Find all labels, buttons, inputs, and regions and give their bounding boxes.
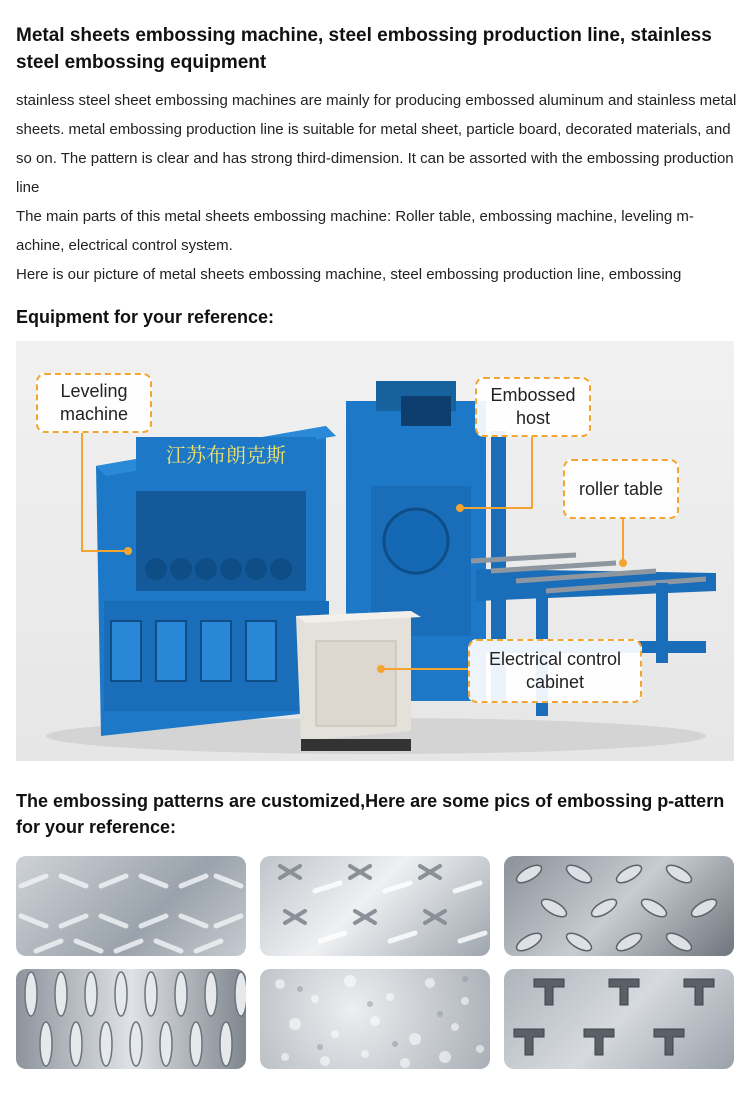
callout-embossed-host: Embossed host — [475, 377, 591, 437]
paragraph-picture-intro: Here is our picture of metal sheets embossing machine, steel embossing production line, embossing — [16, 266, 682, 283]
pattern-star-plate-image — [260, 856, 490, 956]
pattern-t-shape-image — [504, 969, 734, 1069]
callout-electrical-cabinet: Electrical control cabinet — [468, 639, 642, 703]
pattern-orange-peel-image — [260, 969, 490, 1069]
pattern-long-oval-image — [16, 969, 246, 1069]
pattern-diamond-plate-image — [16, 856, 246, 956]
machine-sign-text: 江苏布朗克斯 — [166, 443, 286, 467]
callout-leveling-machine: Leveling machine — [36, 373, 152, 433]
paragraph-main-parts: The main parts of this metal sheets embossing machine: Roller table, embossing machine, leveling m-achine, electrical control system. — [16, 208, 694, 254]
pattern-oval-bump-image — [504, 856, 734, 956]
paragraph-description: stainless steel sheet embossing machines are mainly for producing embossed aluminum and stainless metal sheets. metal embossing production line is suitable for metal sheet, particle board, decorated materials, and so on. The pattern is clear and has strong third-dimension. It can be assorted with the embossing production line — [16, 92, 737, 196]
page-title: Metal sheets embossing machine, steel embossing production line, stainless steel embossing equipment — [16, 25, 712, 73]
equipment-image — [16, 341, 734, 761]
intro-text — [16, 86, 738, 289]
callout-roller-table: roller table — [563, 459, 679, 519]
equipment-heading: Equipment for your reference: — [16, 307, 275, 327]
patterns-heading: The embossing patterns are customized,Here are some pics of embossing p-attern for your reference: — [16, 791, 725, 837]
